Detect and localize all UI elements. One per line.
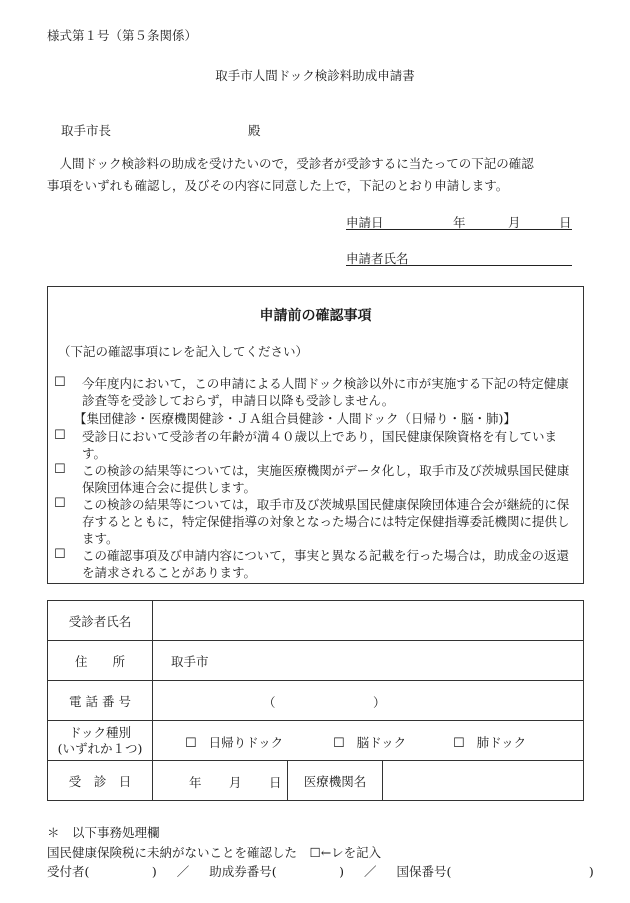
insurance-number-field: 国保番号( ) [396,864,594,879]
dock-option-brain[interactable] [333,733,406,751]
dock-type-label-2: (いずれか１つ) [57,740,143,756]
phone-field[interactable] [153,681,584,721]
clinic-field[interactable] [383,761,584,801]
date-label: 申請日 [346,215,384,230]
receiver-field: 受付者( ) [47,864,157,879]
confirm-item-3 [54,462,579,496]
date-line [346,213,572,230]
phone-label: 電 話 番 号 [48,681,153,721]
intro-line-2: 事項をいずれも確認し，及びその内容に同意した上で，下記のとおり申請します。 [47,178,509,193]
dock-option-label: 日帰りドック [208,735,284,750]
confirmation-box [47,286,584,584]
form-number: 様式第１号（第５条関係） [47,28,198,43]
applicant-label: 申請者氏名 [346,251,409,266]
exam-date-field[interactable] [153,761,288,801]
checkbox-icon: ☐ [185,736,197,751]
honorific: 殿 [248,123,261,138]
confirm-item-text: この確認事項及び申請内容について，事実と異なる記載を行った場合は，助成金の返還を請求されることがあります。 [82,548,570,580]
checkbox-5[interactable]: ☐ [54,547,66,562]
checkbox-3[interactable]: ☐ [54,462,66,477]
checkbox-icon: ☐ [453,736,465,751]
confirm-item-text: この検診の結果等については，取手市及び茨城県国民健康保険団体連合会が継続的に保存するとともに，特定保健指導の対象となった場合には特定保健指導委託機関に提供します。 [82,497,570,546]
address-value: 取手市 [171,653,209,669]
date-month: 月 [508,215,521,230]
confirm-item-5 [54,547,579,581]
clinic-label: 医療機関名 [288,761,383,801]
dock-option-label: 肺ドック [476,735,527,750]
confirm-item-text: 今年度内において，この申請による人間ドック検診以外に市が実施する下記の特定健康診査等を受診しておらず，申請日以降も受診しません。 [82,376,569,408]
dock-type-label [48,721,153,761]
exam-month: 月 [229,775,242,790]
phone-close-paren: ） [373,695,386,710]
dock-option-day[interactable] [185,733,283,751]
confirm-item-2 [54,428,579,462]
confirm-item-text: この検診の結果等については，実施医療機関がデータ化し，取手市及び茨城県国民健康保険団体連合会に提供します。 [82,463,570,495]
dock-type-label-1: ドック種別 [68,724,131,740]
name-label: 受診者氏名 [48,601,153,641]
name-field[interactable] [153,601,584,641]
exam-date-label: 受 診 日 [48,761,153,801]
dock-option-label: 脳ドック [356,735,407,750]
checkbox-icon: ☐ [333,736,345,751]
phone-open-paren: （ [263,695,276,710]
applicant-table [47,600,584,801]
slash-separator: ／ [176,864,190,879]
slash-separator: ／ [364,864,377,879]
address-label: 住 所 [48,641,153,681]
dock-type-options [153,721,584,761]
voucher-number-field: 助成券番号( ) [209,864,345,879]
exam-day: 日 [269,775,282,790]
checkbox-2[interactable]: ☐ [54,428,66,443]
page-title: 取手市人間ドック検診料助成申請書 [215,68,415,83]
addressee: 取手市長 [61,123,112,138]
date-day: 日 [559,215,572,230]
confirm-title: 申請前の確認事項 [259,308,372,324]
tax-confirm-line: 国民健康保険税に未納がないことを確認した ☐←レを記入 [47,845,382,860]
dock-option-lung[interactable] [453,733,526,751]
intro-line-1: 人間ドック検診料の助成を受けたいので，受診者が受診するに当たっての下記の確認 [47,156,534,171]
checkbox-1[interactable]: ☐ [54,375,66,390]
office-line [47,862,594,880]
date-year: 年 [453,215,466,230]
bracket-note: 【集団健診・医療機関健診・ＪＡ組合員健診・人間ドック（日帰り・脳・肺)】 [74,411,516,426]
office-header: ＊ 以下事務処理欄 [47,825,160,840]
applicant-name-line[interactable] [346,249,572,266]
confirm-note: （下記の確認事項にレを記入してください） [58,344,309,359]
address-field[interactable] [153,641,584,681]
exam-year: 年 [189,775,202,790]
confirm-item-text: 受診日において受診者の年齢が満４０歳以上であり，国民健康保険資格を有しています。 [82,429,558,461]
confirm-item-4 [54,496,579,547]
confirm-item-1 [54,375,579,409]
checkbox-4[interactable]: ☐ [54,496,66,511]
